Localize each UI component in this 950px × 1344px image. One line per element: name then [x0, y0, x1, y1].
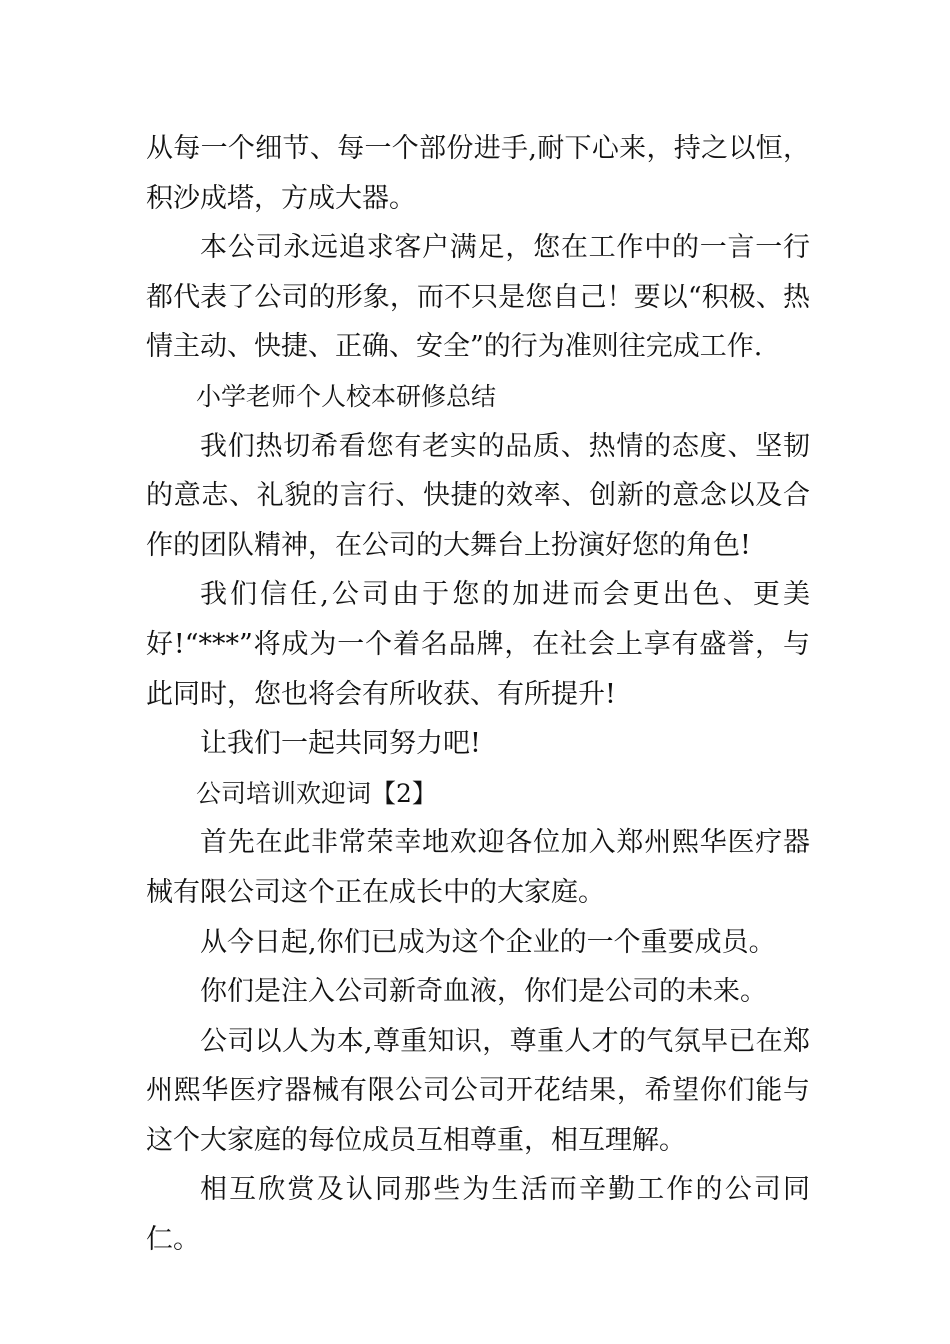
paragraph-from-today: 从今日起,你们已成为这个企业的一个重要成员。 — [200, 926, 776, 958]
paragraph-appreciation: 相互欣赏及认同那些为生活而辛勤工作的公司同仁。 — [146, 1174, 810, 1256]
document-body — [146, 124, 810, 1265]
paragraph-expectations: 我们热切希看您有老实的品质、热情的态度、坚韧的意志、礼貌的言行、快捷的效率、创新的意念以及合作的团队精神，在公司的大舞台上扮演好您的角色! — [146, 430, 810, 561]
paragraph-trust: 我们信任,公司由于您的加进而会更出色、更美好!“***”将成为一个着名品牌，在社会上享有盛誉，与此同时，您也将会有所收获、有所提升! — [146, 579, 810, 710]
section-heading-summary: 小学老师个人校本研修总结 — [196, 381, 497, 411]
paragraph-continuation: 从每一个细节、每一个部份进手,耐下心来，持之以恒，积沙成塔，方成大器。 — [146, 133, 810, 214]
paragraph-welcome: 首先在此非常荣幸地欢迎各位加入郑州熙华医疗器械有限公司这个正在成长中的大家庭。 — [146, 827, 810, 908]
paragraph-together: 让我们一起共同努力吧! — [200, 728, 481, 760]
paragraph-new-blood: 你们是注入公司新奇血液，你们是公司的未来。 — [200, 976, 767, 1008]
paragraph-people-oriented: 公司以人为本,尊重知识，尊重人才的气氛早已在郑州熙华医疗器械有限公司公司开花结果，希望你们能与这个大家庭的每位成员互相尊重，相互理解。 — [146, 1025, 810, 1156]
paragraph-customer-satisfaction: 本公司永远追求客户满足，您在工作中的一言一行都代表了公司的形象，而不只是您自己！要以“积极、热情主动、快捷、正确、安全”的行为准则往完成工作. — [146, 232, 810, 363]
section-heading-welcome: 公司培训欢迎词【2】 — [196, 778, 437, 808]
